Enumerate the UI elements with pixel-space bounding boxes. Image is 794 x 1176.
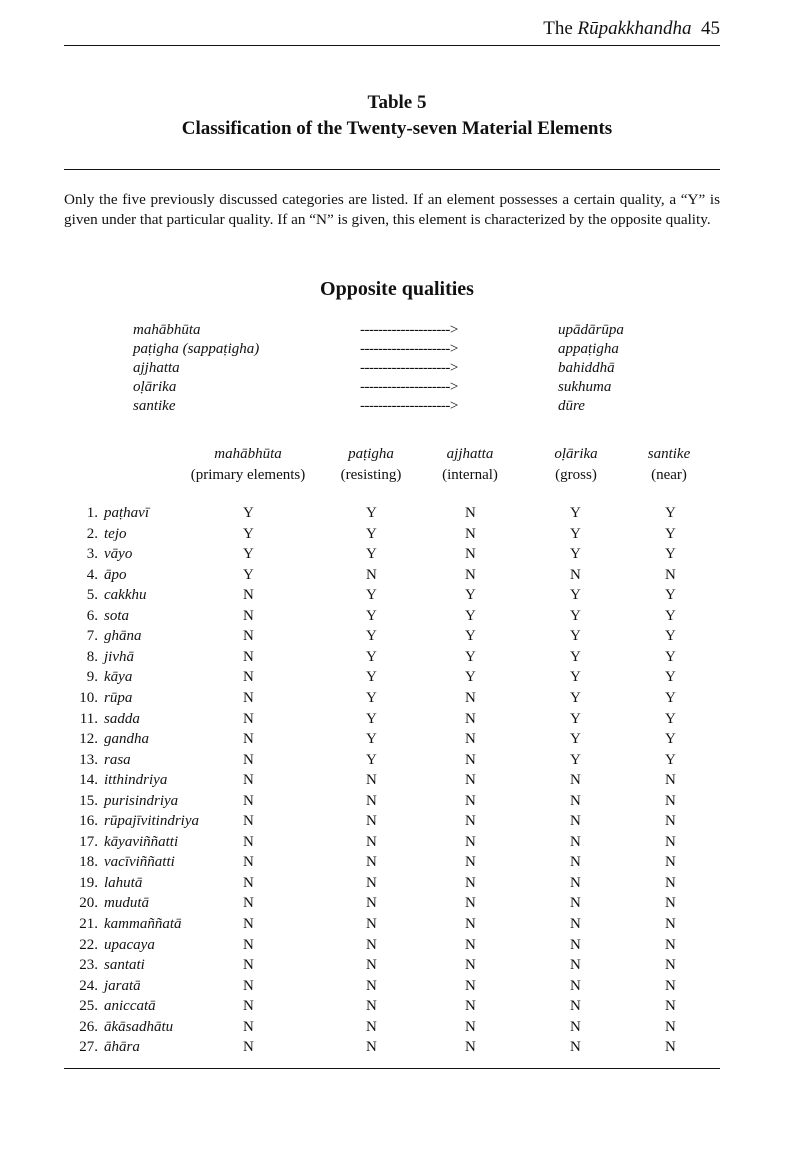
quality-value: N xyxy=(665,957,676,974)
element-name: mudutā xyxy=(104,895,149,912)
header-rule xyxy=(64,45,720,46)
quality-value: Y xyxy=(665,751,676,768)
quality-value: N xyxy=(243,916,254,932)
quality-value: Y xyxy=(570,546,581,563)
quality-value: N xyxy=(243,874,254,891)
quality-value: N xyxy=(366,1039,377,1056)
quality-value: Y xyxy=(570,710,581,727)
quality-value: N xyxy=(465,854,476,871)
quality-value: N xyxy=(665,772,676,789)
quality-value: N xyxy=(465,833,476,850)
quality-value: Y xyxy=(570,669,581,686)
quality-value: N xyxy=(665,977,676,994)
table-row xyxy=(0,772,794,793)
row-number: 6. xyxy=(86,607,98,624)
quality-value: N xyxy=(465,936,476,953)
quality-value: N xyxy=(465,710,476,727)
quality-value: Y xyxy=(366,751,377,768)
quality-value: N xyxy=(665,1039,676,1056)
row-number: 7. xyxy=(86,628,98,645)
element-name: āpo xyxy=(104,566,127,583)
quality-value: Y xyxy=(665,710,676,727)
opposite-arrow: --------------------> xyxy=(360,379,458,395)
row-number: 13. xyxy=(79,751,98,768)
element-name: jaratā xyxy=(104,977,141,994)
quality-value: N xyxy=(465,998,476,1015)
quality-value: N xyxy=(465,525,476,542)
column-header-gloss: (internal) xyxy=(442,467,498,483)
opposite-arrow: --------------------> xyxy=(360,360,458,376)
quality-value: Y xyxy=(570,689,581,706)
opposite-left: santike xyxy=(133,398,176,414)
table-row xyxy=(0,1039,794,1060)
opposite-left: oḷārika xyxy=(133,379,177,395)
quality-value: N xyxy=(570,772,581,789)
opposite-pair xyxy=(0,322,794,342)
quality-value: Y xyxy=(366,505,377,521)
quality-value: N xyxy=(465,813,476,830)
column-header-name: santike xyxy=(647,446,691,462)
quality-value: Y xyxy=(366,525,377,542)
opposite-arrow: --------------------> xyxy=(360,398,458,414)
quality-value: N xyxy=(366,936,377,953)
quality-value: N xyxy=(465,751,476,768)
quality-value: N xyxy=(665,854,676,871)
opposite-arrow: --------------------> xyxy=(360,322,458,338)
element-name: purisindriya xyxy=(104,792,179,809)
table-row xyxy=(0,690,794,711)
table-row xyxy=(0,916,794,937)
quality-value: N xyxy=(465,689,476,706)
row-number: 4. xyxy=(86,566,98,583)
quality-value: Y xyxy=(665,607,676,624)
quality-value: N xyxy=(366,1018,377,1035)
element-name: aniccatā xyxy=(104,998,156,1015)
quality-value: Y xyxy=(366,587,377,604)
element-name: vāyo xyxy=(104,546,133,563)
row-number: 23. xyxy=(79,957,98,974)
row-number: 10. xyxy=(79,689,98,706)
quality-value: Y xyxy=(465,648,476,665)
running-header-title: Rūpakkhandha xyxy=(577,18,692,39)
quality-value: N xyxy=(570,854,581,871)
quality-value: N xyxy=(665,1018,676,1035)
table-row xyxy=(0,711,794,732)
table-row xyxy=(0,1019,794,1040)
quality-value: N xyxy=(570,977,581,994)
element-name: vacīviññatti xyxy=(104,854,175,871)
quality-value: N xyxy=(665,833,676,850)
quality-value: Y xyxy=(665,525,676,542)
column-header-gloss: (resisting) xyxy=(340,467,402,483)
opposite-arrow: --------------------> xyxy=(360,341,458,357)
table-row xyxy=(0,937,794,958)
page-number: 45 xyxy=(701,18,720,39)
column-header-name: paṭigha xyxy=(348,446,394,462)
quality-value: N xyxy=(366,854,377,871)
row-number: 15. xyxy=(79,792,98,809)
table-row xyxy=(0,731,794,752)
element-name: cakkhu xyxy=(104,587,147,604)
row-number: 16. xyxy=(79,813,98,830)
element-name: kāya xyxy=(104,669,133,686)
element-name: rasa xyxy=(104,751,131,768)
quality-value: N xyxy=(465,977,476,994)
row-number: 27. xyxy=(79,1039,98,1056)
quality-value: Y xyxy=(465,628,476,645)
table-row xyxy=(0,649,794,670)
quality-value: Y xyxy=(665,628,676,645)
row-number: 22. xyxy=(79,936,98,953)
quality-value: N xyxy=(665,895,676,912)
quality-value: N xyxy=(465,772,476,789)
quality-value: N xyxy=(243,977,254,994)
row-number: 18. xyxy=(79,854,98,871)
table-row xyxy=(0,875,794,896)
table-row xyxy=(0,587,794,608)
quality-value: N xyxy=(243,587,254,604)
element-name: jivhā xyxy=(104,648,134,665)
element-name: tejo xyxy=(104,525,127,542)
quality-value: Y xyxy=(243,505,254,521)
quality-value: N xyxy=(243,936,254,953)
quality-value: N xyxy=(366,813,377,830)
row-number: 8. xyxy=(86,648,98,665)
quality-value: Y xyxy=(366,689,377,706)
element-name: āhāra xyxy=(104,1039,140,1056)
quality-value: N xyxy=(366,874,377,891)
quality-value: N xyxy=(570,957,581,974)
quality-value: N xyxy=(465,546,476,563)
quality-value: N xyxy=(570,833,581,850)
quality-value: N xyxy=(366,998,377,1015)
quality-value: Y xyxy=(665,587,676,604)
intro-paragraph: Only the five previously discussed categories are listed. If an element possesses a certain quality, a “Y” is given under that particular quality. If an “N” is given, this element is characterized by the opposite quality. xyxy=(64,191,720,228)
opposite-right: sukhuma xyxy=(558,379,612,395)
quality-value: N xyxy=(243,628,254,645)
opposite-pair xyxy=(0,360,794,380)
quality-value: N xyxy=(366,977,377,994)
quality-value: Y xyxy=(570,628,581,645)
quality-value: N xyxy=(243,731,254,748)
title-rule xyxy=(64,169,720,170)
quality-value: N xyxy=(243,833,254,850)
running-header-prefix: The xyxy=(543,18,578,39)
quality-value: Y xyxy=(570,648,581,665)
quality-value: N xyxy=(465,957,476,974)
quality-value: N xyxy=(366,566,377,583)
column-header-gloss: (primary elements) xyxy=(190,467,306,483)
table-row xyxy=(0,998,794,1019)
quality-value: Y xyxy=(366,669,377,686)
quality-value: N xyxy=(665,998,676,1015)
quality-value: Y xyxy=(570,607,581,624)
quality-value: N xyxy=(570,874,581,891)
quality-value: Y xyxy=(665,648,676,665)
quality-value: Y xyxy=(366,628,377,645)
quality-value: Y xyxy=(665,505,676,521)
column-header-name: ajjhatta xyxy=(446,446,494,462)
section-heading: Opposite qualities xyxy=(320,278,474,300)
element-name: kāyaviññatti xyxy=(104,833,179,850)
quality-value: Y xyxy=(465,669,476,686)
quality-value: N xyxy=(465,895,476,912)
table-row xyxy=(0,793,794,814)
quality-value: N xyxy=(243,813,254,830)
quality-value: Y xyxy=(465,587,476,604)
column-header-name: oḷārika xyxy=(554,446,598,462)
quality-value: N xyxy=(243,772,254,789)
row-number: 2. xyxy=(86,525,98,542)
quality-value: N xyxy=(570,895,581,912)
row-number: 19. xyxy=(79,874,98,891)
quality-value: Y xyxy=(366,607,377,624)
table-row xyxy=(0,813,794,834)
row-number: 21. xyxy=(79,916,98,932)
quality-value: Y xyxy=(570,525,581,542)
quality-value: N xyxy=(243,1018,254,1035)
quality-value: Y xyxy=(665,689,676,706)
opposite-pair xyxy=(0,341,794,361)
quality-value: N xyxy=(366,792,377,809)
quality-value: N xyxy=(366,916,377,932)
element-name: rūpa xyxy=(104,689,133,706)
quality-value: N xyxy=(243,895,254,912)
column-header-name: mahābhūta xyxy=(214,446,282,462)
quality-value: N xyxy=(665,566,676,583)
opposite-left: ajjhatta xyxy=(133,360,180,376)
quality-value: N xyxy=(570,936,581,953)
quality-value: N xyxy=(366,895,377,912)
quality-value: N xyxy=(570,1039,581,1056)
quality-value: N xyxy=(465,505,476,521)
opposite-left: mahābhūta xyxy=(133,322,201,338)
row-number: 17. xyxy=(79,833,98,850)
opposite-pair xyxy=(0,398,794,418)
quality-value: N xyxy=(243,669,254,686)
quality-value: Y xyxy=(570,731,581,748)
quality-value: N xyxy=(366,772,377,789)
quality-value: N xyxy=(243,998,254,1015)
quality-value: N xyxy=(665,874,676,891)
table-title: Classification of the Twenty-seven Material Elements xyxy=(181,118,613,139)
quality-value: Y xyxy=(570,587,581,604)
table-row xyxy=(0,752,794,773)
quality-value: N xyxy=(243,607,254,624)
table-row xyxy=(0,957,794,978)
table-row xyxy=(0,567,794,588)
quality-value: Y xyxy=(665,669,676,686)
element-name: rūpajīvitindriya xyxy=(104,813,199,830)
quality-value: N xyxy=(570,998,581,1015)
table-row xyxy=(0,505,794,526)
quality-value: N xyxy=(465,792,476,809)
element-name: ghāna xyxy=(104,628,142,645)
element-name: gandha xyxy=(104,731,149,748)
quality-value: Y xyxy=(465,607,476,624)
table-row xyxy=(0,978,794,999)
element-name: upacaya xyxy=(104,936,155,953)
quality-value: Y xyxy=(366,648,377,665)
quality-value: N xyxy=(665,792,676,809)
quality-value: Y xyxy=(665,546,676,563)
table-row xyxy=(0,526,794,547)
quality-value: Y xyxy=(243,525,254,542)
element-name: itthindriya xyxy=(104,772,168,789)
row-number: 24. xyxy=(79,977,98,994)
quality-value: Y xyxy=(243,546,254,563)
element-name: lahutā xyxy=(104,874,143,891)
quality-value: N xyxy=(665,916,676,932)
quality-value: N xyxy=(243,792,254,809)
quality-value: N xyxy=(366,833,377,850)
row-number: 1. xyxy=(86,505,98,521)
row-number: 5. xyxy=(86,587,98,604)
quality-value: N xyxy=(570,566,581,583)
quality-value: N xyxy=(570,792,581,809)
bottom-rule xyxy=(64,1068,720,1069)
quality-value: Y xyxy=(570,505,581,521)
opposite-right: appaṭigha xyxy=(558,341,619,357)
quality-value: N xyxy=(665,813,676,830)
opposite-right: upādārūpa xyxy=(558,322,624,338)
quality-value: N xyxy=(243,1039,254,1056)
quality-value: N xyxy=(243,689,254,706)
quality-value: N xyxy=(243,648,254,665)
quality-value: N xyxy=(465,566,476,583)
element-name: sadda xyxy=(104,710,140,727)
element-name: santati xyxy=(104,957,145,974)
opposite-right: bahiddhā xyxy=(558,360,615,376)
quality-value: N xyxy=(366,957,377,974)
quality-value: Y xyxy=(366,710,377,727)
table-row xyxy=(0,628,794,649)
opposite-right: dūre xyxy=(558,398,585,414)
row-number: 14. xyxy=(79,772,98,789)
opposite-left: paṭigha (sappaṭigha) xyxy=(133,341,260,357)
quality-value: N xyxy=(243,710,254,727)
row-number: 20. xyxy=(79,895,98,912)
quality-value: Y xyxy=(366,731,377,748)
table-row xyxy=(0,834,794,855)
quality-value: N xyxy=(570,813,581,830)
opposite-pair xyxy=(0,379,794,399)
quality-value: N xyxy=(665,936,676,953)
table-row xyxy=(0,608,794,629)
table-row xyxy=(0,854,794,875)
quality-value: Y xyxy=(570,751,581,768)
running-header xyxy=(543,18,720,40)
element-name: paṭhavī xyxy=(104,505,149,521)
quality-value: Y xyxy=(366,546,377,563)
quality-value: N xyxy=(465,874,476,891)
quality-value: N xyxy=(243,957,254,974)
quality-value: N xyxy=(465,1018,476,1035)
quality-value: N xyxy=(570,1018,581,1035)
column-header-gloss: (near) xyxy=(651,467,687,483)
table-row xyxy=(0,895,794,916)
quality-value: N xyxy=(243,751,254,768)
column-header-gloss: (gross) xyxy=(555,467,597,483)
quality-value: Y xyxy=(243,566,254,583)
element-name: kammaññatā xyxy=(104,916,182,932)
row-number: 9. xyxy=(86,669,98,686)
quality-value: N xyxy=(243,854,254,871)
row-number: 3. xyxy=(86,546,98,563)
row-number: 26. xyxy=(79,1018,98,1035)
table-label: Table 5 xyxy=(367,92,427,113)
row-number: 12. xyxy=(79,731,98,748)
element-name: ākāsadhātu xyxy=(104,1018,174,1035)
table-row xyxy=(0,546,794,567)
quality-value: N xyxy=(465,731,476,748)
quality-value: N xyxy=(465,1039,476,1056)
row-number: 25. xyxy=(79,998,98,1015)
quality-value: N xyxy=(465,916,476,932)
row-number: 11. xyxy=(79,710,98,727)
element-name: sota xyxy=(104,607,130,624)
quality-value: N xyxy=(570,916,581,932)
quality-value: Y xyxy=(665,731,676,748)
table-row xyxy=(0,669,794,690)
